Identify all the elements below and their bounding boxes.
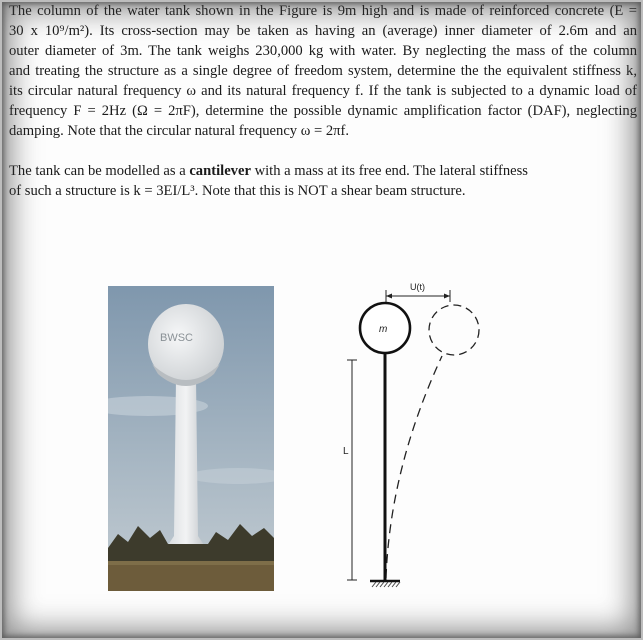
- water-tank-photo-graphic: [108, 286, 274, 591]
- deflected-column: [386, 356, 442, 578]
- problem-line-6: frequency F = 2Hz (Ω = 2πF), determine the possible dynamic amplification factor (DAF), neglecting: [9, 103, 637, 119]
- problem-line-1: The column of the water tank shown in the Figure is 9m high and is made of reinforced concrete (E =: [9, 3, 637, 19]
- hint-line-1: [9, 161, 637, 181]
- problem-line-7: damping. Note that the circular natural frequency ω = 2πf.: [9, 123, 350, 139]
- photo-ground: [108, 561, 274, 591]
- mass-label: m: [379, 324, 388, 335]
- deflected-mass-outline: [429, 305, 479, 355]
- support-hatching: [372, 582, 400, 587]
- problem-line-4: and treating the structure as a single degree of freedom system, determine the the equivalent stiffness k,: [9, 63, 637, 79]
- cantilever-diagram: [330, 278, 490, 598]
- hint-text-bold: cantilever: [189, 163, 251, 179]
- problem-line-2: 30 x 10⁹/m²). Its cross-section may be taken as having an (average) inner diameter of 2.6m and an: [9, 23, 637, 39]
- tank-label: BWSC: [160, 332, 193, 344]
- modelling-hint: [9, 161, 637, 201]
- water-tank-photo: [108, 286, 274, 591]
- problem-line-5: its circular natural frequency ω and its natural frequency f. If the tank is subjected to a dynamic load of: [9, 83, 637, 99]
- problem-line-3: outer diameter of 3m. The tank weighs 230,000 kg with water. By neglecting the mass of the column: [9, 43, 637, 59]
- hint-text-post: with a mass at its free end. The lateral stiffness: [250, 163, 528, 179]
- displacement-label: U(t): [410, 282, 425, 292]
- hint-text-pre: The tank can be modelled as a: [9, 163, 190, 179]
- problem-statement: [9, 1, 637, 141]
- height-label: L: [343, 446, 349, 457]
- hint-line-2: of such a structure is k = 3EI/L³. Note that this is NOT a shear beam structure.: [9, 183, 466, 199]
- cantilever-diagram-graphic: [330, 278, 490, 598]
